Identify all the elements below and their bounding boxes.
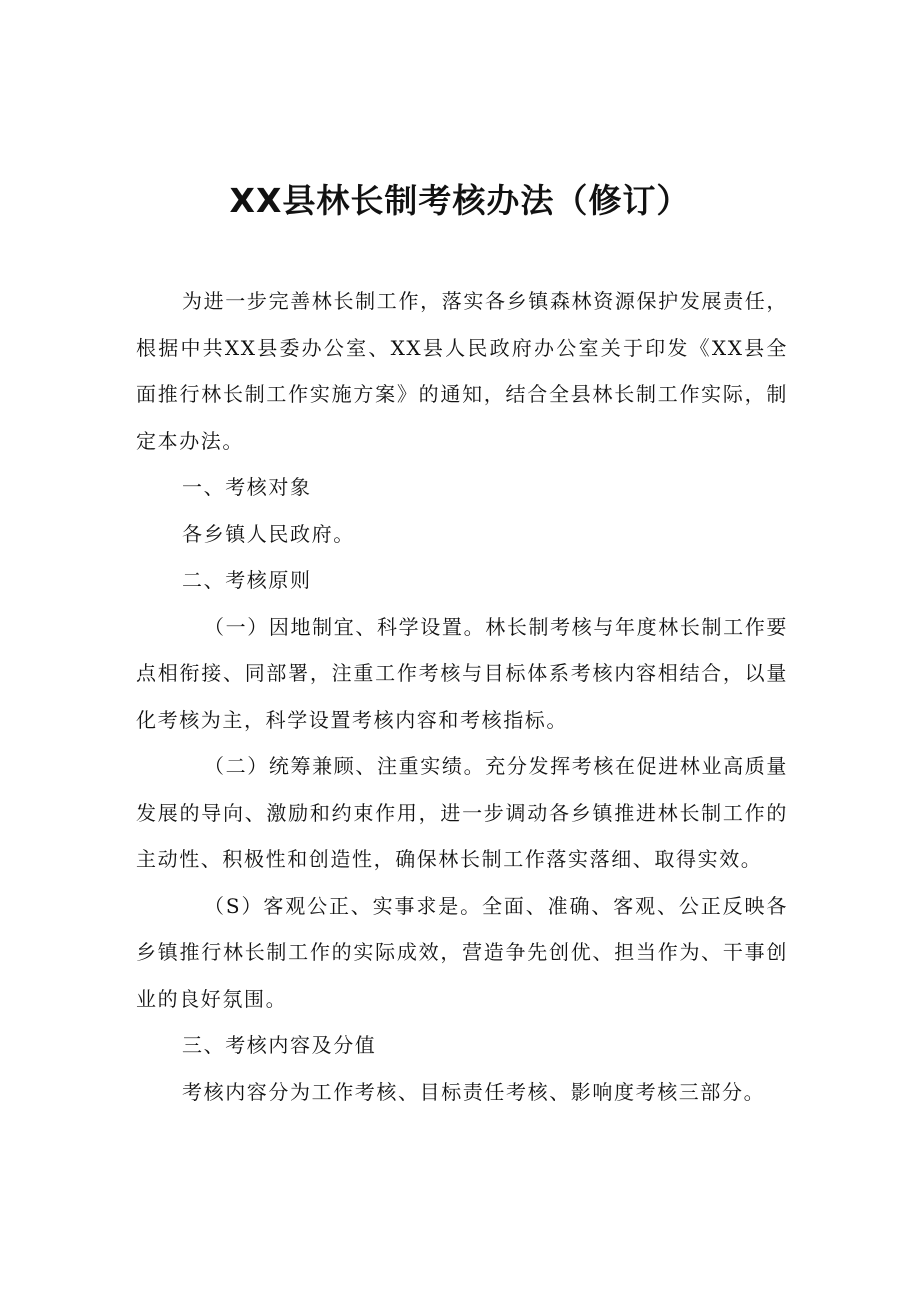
section-heading-assessment-principles: 二、考核原则 (182, 568, 312, 592)
document-title: XX县林长制考核办法（修订） (229, 181, 691, 220)
principle-3-paragraph: （S）客观公正、实事求是。全面、准确、客观、公正反映各乡镇推行林长制工作的实际成效，营造争先创优、担当作为、干事创业的良好氛围。 (136, 893, 788, 1011)
intro-paragraph: 为进一步完善林长制工作，落实各乡镇森林资源保护发展责任，根据中共XX县委办公室、XX县人民政府办公室关于印发《XX县全面推行林长制工作实施方案》的通知，结合全县林长制工作实际，制定本办法。 (136, 289, 788, 453)
content-and-scores-text: 考核内容分为工作考核、目标责任考核、影响度考核三部分。 (182, 1079, 766, 1104)
document-body (136, 278, 788, 1115)
principle-2-paragraph: （二）统筹兼顾、注重实绩。充分发挥考核在促进林业高质量发展的导向、激励和约束作用，进一步调动各乡镇推进林长制工作的主动性、积极性和创造性，确保林长制工作落实落细、取得实效。 (136, 754, 788, 871)
assessment-target-text: 各乡镇人民政府。 (182, 521, 355, 546)
section-heading-assessment-target: 一、考核对象 (182, 475, 312, 499)
section-heading-content-and-scores: 三、考核内容及分值 (182, 1033, 377, 1057)
principle-1-paragraph: （一）因地制宜、科学设置。林长制考核与年度林长制工作要点相衔接、同部署，注重工作考核与目标体系考核内容相结合，以量化考核为主，科学设置考核内容和考核指标。 (136, 614, 788, 732)
